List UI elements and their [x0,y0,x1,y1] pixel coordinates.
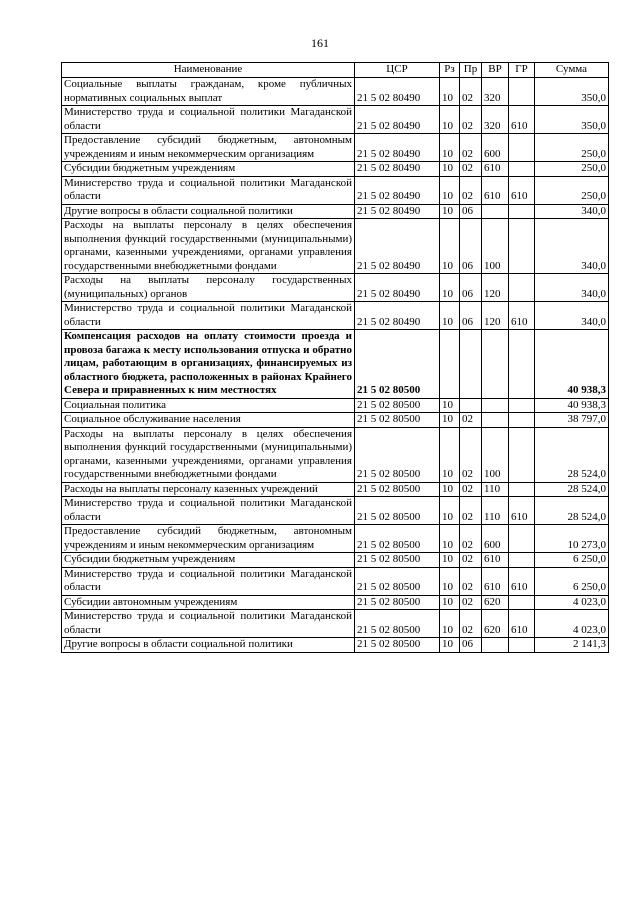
row-csr: 21 5 02 80490 [355,176,440,204]
row-csr: 21 5 02 80490 [355,219,440,274]
row-sum: 10 273,0 [535,525,609,553]
table-row [62,610,609,638]
row-gr [509,553,535,568]
row-csr: 21 5 02 80500 [355,398,440,413]
row-rz: 10 [440,638,460,653]
row-gr: 610 [509,497,535,525]
table-row [62,106,609,134]
row-sum: 340,0 [535,302,609,330]
table-row [62,595,609,610]
row-sum: 2 141,3 [535,638,609,653]
table-row [62,427,609,482]
row-csr: 21 5 02 80490 [355,274,440,302]
row-pr: 02 [460,497,482,525]
row-sum: 340,0 [535,274,609,302]
row-vr: 110 [482,482,509,497]
row-name: Социальное обслуживание населения [62,413,355,428]
row-name: Министерство труда и социальной политики Магаданской области [62,302,355,330]
row-rz: 10 [440,134,460,162]
table-row [62,330,609,399]
table-row [62,134,609,162]
row-pr: 02 [460,78,482,106]
row-vr: 320 [482,78,509,106]
row-csr: 21 5 02 80500 [355,427,440,482]
row-rz: 10 [440,497,460,525]
row-rz: 10 [440,610,460,638]
row-pr [460,398,482,413]
header-vr: ВР [482,63,509,78]
row-gr [509,274,535,302]
row-name: Предоставление субсидий бюджетным, автономным учреждениям и иным некоммерческим организациям [62,134,355,162]
row-sum: 40 938,3 [535,330,609,399]
row-sum: 28 524,0 [535,482,609,497]
row-rz: 10 [440,525,460,553]
row-pr: 02 [460,427,482,482]
row-name: Министерство труда и социальной политики Магаданской области [62,497,355,525]
row-pr: 02 [460,553,482,568]
row-rz: 10 [440,274,460,302]
table-header-row [62,63,609,78]
row-gr [509,162,535,177]
row-gr: 610 [509,567,535,595]
row-sum: 4 023,0 [535,610,609,638]
row-pr: 02 [460,610,482,638]
row-gr [509,525,535,553]
row-csr: 21 5 02 80490 [355,134,440,162]
header-pr: Пр [460,63,482,78]
table-row [62,567,609,595]
header-sum: Сумма [535,63,609,78]
row-csr: 21 5 02 80490 [355,162,440,177]
table-row [62,525,609,553]
row-sum: 6 250,0 [535,567,609,595]
row-name: Расходы на выплаты персоналу в целях обеспечения выполнения функций государственными (муниципальными) органами, казенными учреждениями, органами управления государственными внебюджетными фондами [62,219,355,274]
row-name: Министерство труда и социальной политики Магаданской области [62,567,355,595]
row-csr: 21 5 02 80500 [355,595,440,610]
row-vr: 110 [482,497,509,525]
table-row [62,219,609,274]
row-rz: 10 [440,162,460,177]
row-vr [482,413,509,428]
row-sum: 250,0 [535,162,609,177]
row-csr: 21 5 02 80490 [355,78,440,106]
row-rz: 10 [440,482,460,497]
row-name: Министерство труда и социальной политики Магаданской области [62,176,355,204]
row-gr [509,398,535,413]
row-name: Социальные выплаты гражданам, кроме публичных нормативных социальных выплат [62,78,355,106]
row-vr: 320 [482,106,509,134]
row-sum: 6 250,0 [535,553,609,568]
row-pr: 06 [460,274,482,302]
table-row [62,413,609,428]
row-vr: 120 [482,274,509,302]
row-csr: 21 5 02 80490 [355,204,440,219]
row-gr [509,134,535,162]
row-pr: 06 [460,302,482,330]
row-gr [509,482,535,497]
row-name: Субсидии бюджетным учреждениям [62,162,355,177]
table-row [62,398,609,413]
row-vr: 600 [482,525,509,553]
row-rz: 10 [440,427,460,482]
row-sum: 250,0 [535,176,609,204]
row-pr: 02 [460,106,482,134]
row-gr [509,204,535,219]
row-rz: 10 [440,553,460,568]
row-rz: 10 [440,106,460,134]
row-sum: 340,0 [535,219,609,274]
row-csr: 21 5 02 80500 [355,567,440,595]
table-row [62,162,609,177]
header-gr: ГР [509,63,535,78]
row-rz: 10 [440,398,460,413]
row-rz: 10 [440,413,460,428]
table-row [62,497,609,525]
row-name: Расходы на выплаты персоналу в целях обеспечения выполнения функций государственными (муниципальными) органами, казенными учреждениями, органами управления государственными внебюджетными фондами [62,427,355,482]
row-csr: 21 5 02 80500 [355,330,440,399]
row-gr [509,413,535,428]
row-csr: 21 5 02 80500 [355,638,440,653]
row-pr [460,330,482,399]
row-name: Субсидии автономным учреждениям [62,595,355,610]
table-row [62,302,609,330]
table-row [62,204,609,219]
row-name: Расходы на выплаты персоналу казенных учреждений [62,482,355,497]
table-row [62,553,609,568]
row-vr: 610 [482,176,509,204]
row-gr [509,427,535,482]
table-row [62,176,609,204]
table-row [62,482,609,497]
header-rz: Рз [440,63,460,78]
row-pr: 02 [460,567,482,595]
row-sum: 4 023,0 [535,595,609,610]
row-csr: 21 5 02 80500 [355,497,440,525]
row-rz: 10 [440,302,460,330]
row-pr: 02 [460,525,482,553]
row-pr: 06 [460,219,482,274]
row-csr: 21 5 02 80490 [355,302,440,330]
row-pr: 02 [460,413,482,428]
row-sum: 250,0 [535,134,609,162]
row-rz: 10 [440,176,460,204]
row-vr: 610 [482,567,509,595]
budget-table [61,62,609,653]
row-vr: 620 [482,610,509,638]
row-rz: 10 [440,567,460,595]
row-csr: 21 5 02 80500 [355,413,440,428]
header-csr: ЦСР [355,63,440,78]
row-name: Министерство труда и социальной политики Магаданской области [62,106,355,134]
row-sum: 28 524,0 [535,497,609,525]
row-name: Министерство труда и социальной политики Магаданской области [62,610,355,638]
row-vr [482,330,509,399]
row-name: Другие вопросы в области социальной политики [62,204,355,219]
row-vr [482,204,509,219]
row-name: Другие вопросы в области социальной политики [62,638,355,653]
row-rz: 10 [440,78,460,106]
row-gr: 610 [509,302,535,330]
page-number: 161 [311,36,329,50]
row-name: Субсидии бюджетным учреждениям [62,553,355,568]
row-pr: 02 [460,162,482,177]
row-sum: 28 524,0 [535,427,609,482]
row-rz: 10 [440,219,460,274]
table-row [62,78,609,106]
table-row [62,638,609,653]
row-name: Расходы на выплаты персоналу государственных (муниципальных) органов [62,274,355,302]
row-gr [509,219,535,274]
row-pr: 02 [460,176,482,204]
row-name: Предоставление субсидий бюджетным, автономным учреждениям и иным некоммерческим организациям [62,525,355,553]
row-vr: 610 [482,553,509,568]
row-vr: 120 [482,302,509,330]
row-pr: 02 [460,482,482,497]
row-csr: 21 5 02 80490 [355,106,440,134]
row-gr: 610 [509,176,535,204]
row-pr: 06 [460,638,482,653]
row-csr: 21 5 02 80500 [355,553,440,568]
row-csr: 21 5 02 80500 [355,482,440,497]
row-gr [509,638,535,653]
row-gr [509,78,535,106]
row-name: Социальная политика [62,398,355,413]
row-gr: 610 [509,106,535,134]
row-csr: 21 5 02 80500 [355,525,440,553]
row-vr [482,638,509,653]
row-vr [482,398,509,413]
row-csr: 21 5 02 80500 [355,610,440,638]
row-sum: 38 797,0 [535,413,609,428]
row-rz: 10 [440,595,460,610]
row-sum: 340,0 [535,204,609,219]
row-vr: 100 [482,427,509,482]
table-row [62,274,609,302]
row-name: Компенсация расходов на оплату стоимости проезда и провоза багажа к месту использования отпуска и обратно лицам, работающим в организациях, финансируемых из областного бюджета, расположенных в районах Крайнего Севера и приравненных к ним местностях [62,330,355,399]
row-sum: 350,0 [535,78,609,106]
row-pr: 06 [460,204,482,219]
row-gr [509,330,535,399]
row-rz [440,330,460,399]
row-vr: 620 [482,595,509,610]
row-vr: 610 [482,162,509,177]
row-gr: 610 [509,610,535,638]
row-pr: 02 [460,595,482,610]
row-gr [509,595,535,610]
header-name: Наименование [62,63,355,78]
row-pr: 02 [460,134,482,162]
row-sum: 350,0 [535,106,609,134]
row-sum: 40 938,3 [535,398,609,413]
row-vr: 100 [482,219,509,274]
row-vr: 600 [482,134,509,162]
row-rz: 10 [440,204,460,219]
